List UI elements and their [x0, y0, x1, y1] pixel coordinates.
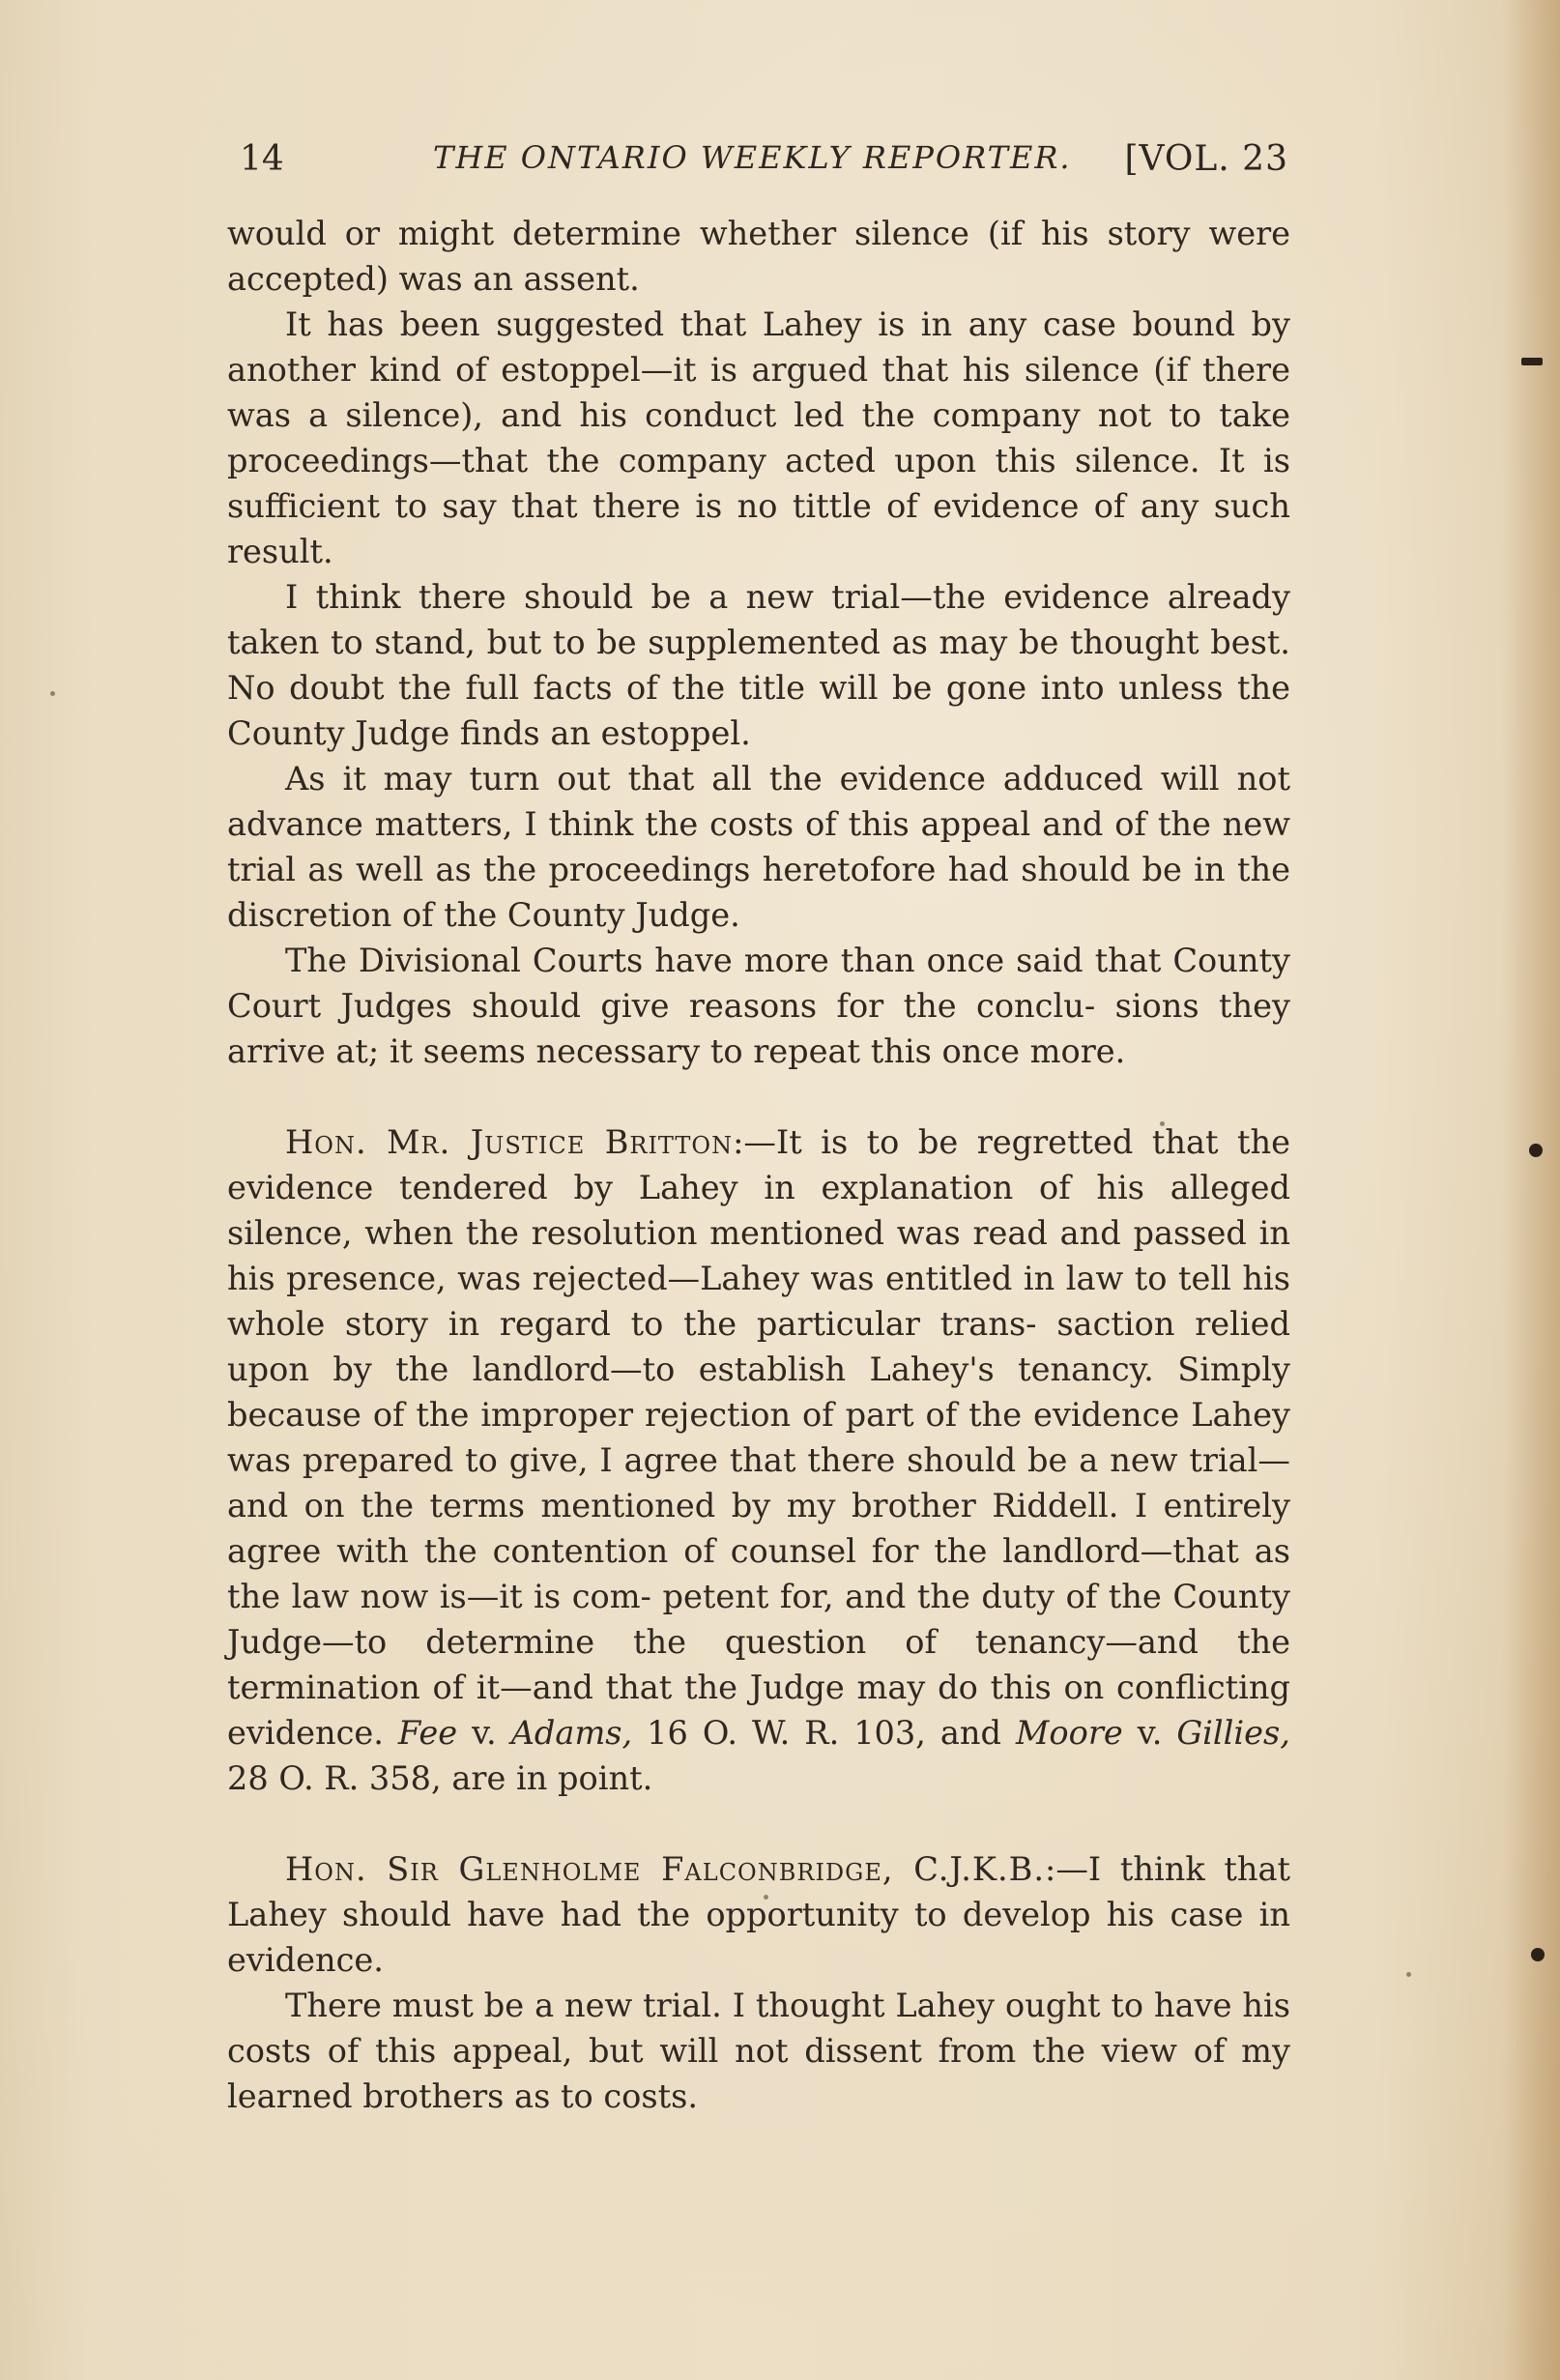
paragraph: The Divisional Courts have more than once said that County Court Judges should give reasons for the conclu- sions they arrive at; it seems necessary to repeat this once more.: [227, 942, 1290, 1070]
case-name: Gillies,: [1176, 1714, 1290, 1752]
speaker-name: Hon. Sir Glenholme Falconbridge, C.J.K.B.: [285, 1850, 1046, 1888]
journal-title: THE ONTARIO WEEKLY REPORTER.: [433, 139, 1072, 176]
margin-mark: [1521, 358, 1543, 365]
margin-mark: [1531, 1948, 1545, 1961]
speaker-name: Hon. Mr. Justice Britton: [285, 1123, 734, 1161]
page-number: 14: [240, 139, 284, 179]
paragraph: As it may turn out that all the evidence adduced will not advance matters, I think the costs of this appeal and of the new trial as well as the proceedings heretofore had should be in the discretion of the County Judge.: [227, 760, 1290, 934]
paragraph: It has been suggested that Lahey is in any case bound by another kind of estoppel—it is argued that his silence (if there was a silence), and his conduct led the company not to take proceedings—that the company acted upon this silence. It is sufficient to say that there is no tittle of evidence of any such result.: [227, 305, 1290, 570]
case-name: Adams,: [510, 1714, 633, 1752]
paragraph: I think there should be a new trial—the evidence already taken to stand, but to be supplemented as may be thought best. No doubt the full facts of the title will be gone into unless the County Judge finds an estoppel.: [227, 578, 1290, 752]
paper-speck: [1406, 1972, 1411, 1977]
case-citation: 28 O. R. 358, are in point.: [227, 1759, 653, 1797]
opinion-britton: [227, 1119, 1290, 1801]
case-name: Moore: [1016, 1714, 1123, 1752]
page-body: [227, 211, 1290, 2119]
case-versus: v.: [472, 1714, 497, 1752]
opinion-falconbridge: [227, 1846, 1290, 1983]
case-name: Fee: [397, 1714, 458, 1752]
case-versus: v.: [1137, 1714, 1163, 1752]
paper-speck: [50, 691, 55, 696]
paragraph: There must be a new trial. I thought Lahey ought to have his costs of this appeal, but will not dissent from the view of my learned brothers as to costs.: [227, 1987, 1290, 2115]
paragraph: would or might determine whether silence (if his story were accepted) was an assent.: [227, 215, 1290, 298]
opinion-text: :—I think that Lahey should have had the opportunity to develop his case in evidence.: [227, 1850, 1290, 1979]
opinion-text: :—It is to be regretted that the evidence tendered by Lahey in explanation of his alleged silence, when the resolution mentioned was read and passed in his presence, was rejected—Lahey was entitled in law to tell his whole story in regard to the particular trans- saction relied upon by the landlord—to establish Lahey's tenancy. Simply because of the improper rejection of part of the evidence Lahey was prepared to give, I agree that there should be a new trial—and on the terms mentioned by my brother Riddell. I entirely agree with the contention of counsel for the landlord—that as the law now is—it is com- petent for, and the duty of the County Judge—to determine the question of tenancy—and the termination of it—and that the Judge may do this on conflicting evidence.: [227, 1123, 1290, 1752]
running-head: [240, 135, 1288, 193]
case-citation: 16 O. W. R. 103, and: [647, 1714, 1002, 1752]
volume-label: [VOL. 23: [1124, 139, 1288, 179]
margin-mark: [1529, 1144, 1543, 1157]
